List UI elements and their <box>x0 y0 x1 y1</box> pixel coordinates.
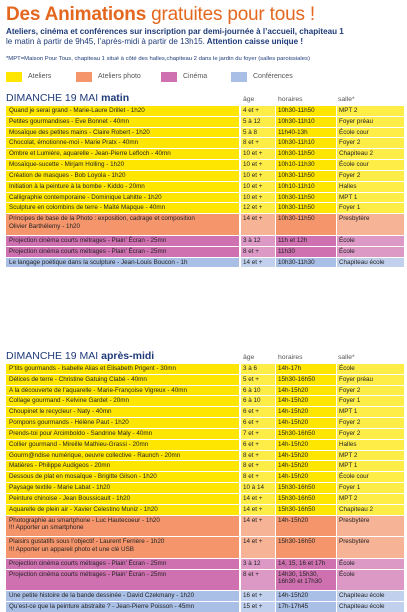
schedule-row <box>6 385 404 396</box>
time-cell: 11h30 <box>276 247 336 257</box>
activity-name: P’tits gourmands - Isabelle Alias et Elisabeth Prigent - 30mn <box>6 364 239 374</box>
schedule-row <box>6 471 404 482</box>
age-cell: 16 et + <box>241 591 275 601</box>
legend-swatch <box>76 72 92 82</box>
time-cell: 10h30-11h50 <box>276 214 336 235</box>
time-cell: 14h-15h20 <box>276 386 336 396</box>
column-header-horaires: horaires <box>278 96 303 103</box>
activity-name: Initiation à la peinture à la bombe - Kiddo - 20mn <box>6 182 239 192</box>
room-cell: Foyer préau <box>337 375 404 385</box>
schedule-row <box>6 569 404 591</box>
time-cell: 10h30-11h50 <box>276 106 336 116</box>
schedule-row <box>6 148 404 159</box>
room-cell: Foyer 2 <box>337 418 404 428</box>
room-cell: MPT 1 <box>337 193 404 203</box>
page-title: Des Animations gratuites pour tous ! <box>6 4 315 25</box>
activity-name: Dessous de plat en mosaïque - Brigitte Gilson - 1h20 <box>6 472 239 482</box>
time-cell: 14, 15, 16 et 17h <box>276 559 336 569</box>
column-header-horaires: horaires <box>278 354 303 361</box>
time-cell: 14h-17h <box>276 364 336 374</box>
schedule-row <box>6 127 404 138</box>
footnote-mpt: *MPT=Maison Pour Tous, chapiteau 1 situé à côté des halles,chapiteau 2 dans le jardin du foyer (salles paroissiales) <box>6 56 310 62</box>
activity-name: Choupinet le recycleur - Naty - 40mn <box>6 407 239 417</box>
age-cell: 15 et + <box>241 602 275 612</box>
schedule-row <box>6 504 404 515</box>
time-cell: 10h30-11h50 <box>276 193 336 203</box>
activity-name: Mosaïque-sucette - Mirjam Holling - 1h20 <box>6 160 239 170</box>
time-cell: 10h30-11h10 <box>276 138 336 148</box>
time-cell: 15h30-16h50 <box>276 537 336 558</box>
column-header-salle: salle* <box>338 96 355 103</box>
schedule-row <box>6 590 404 601</box>
room-cell: Chapiteau école <box>337 591 404 601</box>
room-cell: Chapiteau école <box>337 258 404 268</box>
room-cell: Foyer 1 <box>337 396 404 406</box>
room-cell: Foyer 2 <box>337 171 404 181</box>
time-cell: 14h-15h20 <box>276 396 336 406</box>
time-cell: 14h-15h20 <box>276 418 336 428</box>
age-cell: 8 et + <box>241 472 275 482</box>
room-cell: MPT 2 <box>337 451 404 461</box>
schedule-row <box>6 246 404 257</box>
schedule-row <box>6 493 404 504</box>
schedule-row <box>6 374 404 385</box>
room-cell: MPT 1 <box>337 461 404 471</box>
legend-label: Cinéma <box>183 73 208 80</box>
age-cell: 6 et + <box>241 407 275 417</box>
schedule-row <box>6 558 404 569</box>
age-cell: 14 et + <box>241 505 275 515</box>
room-cell: Foyer 2 <box>337 386 404 396</box>
age-cell: 6 à 10 <box>241 396 275 406</box>
age-cell: 10 à 14 <box>241 483 275 493</box>
age-cell: 10 et + <box>241 182 275 192</box>
subtitle-line-2: le matin à partir de 9h45, l’après-midi à partir de 13h15. Attention caisse unique ! <box>6 36 304 46</box>
time-cell: 14h-15h20 <box>276 461 336 471</box>
room-cell: École <box>337 364 404 374</box>
room-cell: Foyer 1 <box>337 483 404 493</box>
room-cell: Foyer 1 <box>337 203 404 213</box>
legend-label: Ateliers photo <box>98 73 141 80</box>
age-cell: 6 à 10 <box>241 386 275 396</box>
activity-name: Gourm@ndise numérique, oeuvre collective - Raunch - 20mn <box>6 451 239 461</box>
schedule-row <box>6 428 404 439</box>
schedule-row <box>6 202 404 213</box>
time-cell: 10h30-11h10 <box>276 117 336 127</box>
activity-name: Paysage textile - Marie Labat - 1h20 <box>6 483 239 493</box>
age-cell: 8 et + <box>241 247 275 257</box>
activity-name: Pompons gourmands - Hélène Paut - 1h20 <box>6 418 239 428</box>
activity-name: Peinture chinoise - Jean Boussicault - 1h20 <box>6 494 239 504</box>
room-cell: Presbytère <box>337 214 404 235</box>
room-cell: Chapiteau école <box>337 602 404 612</box>
room-cell: Presbytère <box>337 516 404 537</box>
room-cell: Foyer préau <box>337 117 404 127</box>
column-header-age: âge <box>243 354 255 361</box>
activity-name: Photographie au smartphone - Luc Hautecoeur - 1h20 !!! Apporter un smartphone <box>6 516 239 537</box>
time-cell: 15h30-16h50 <box>276 505 336 515</box>
activity-name: Mosaïque des petites mains - Claire Robert - 1h20 <box>6 128 239 138</box>
time-cell: 14h-15h20 <box>276 516 336 537</box>
age-cell: 5 et + <box>241 375 275 385</box>
schedule-row <box>6 181 404 192</box>
schedule-row <box>6 363 404 374</box>
legend-swatch <box>161 72 177 82</box>
time-cell: 11h et 12h <box>276 236 336 246</box>
legend-label: Conférences <box>253 73 293 80</box>
schedule-row <box>6 170 404 181</box>
morning-schedule <box>6 89 404 267</box>
page-subtitle <box>6 27 404 46</box>
age-cell: 10 et + <box>241 160 275 170</box>
schedule-row <box>6 137 404 148</box>
schedule-row <box>6 213 404 235</box>
activity-name: Délices de terre - Christine Gatuing Clabé - 40mn <box>6 375 239 385</box>
time-cell: 14h30, 15h30, 16h30 et 17h30 <box>276 570 336 591</box>
room-cell: École <box>337 559 404 569</box>
schedule-row <box>6 257 404 268</box>
activity-name: Petites gourmandises - Eve Bonnet - 40mn <box>6 117 239 127</box>
legend-swatch <box>231 72 247 82</box>
time-cell: 14h-15h20 <box>276 472 336 482</box>
schedule-row <box>6 536 404 558</box>
morning-header <box>6 89 404 105</box>
time-cell: 17h-17h45 <box>276 602 336 612</box>
activity-name: Projection cinéma courts métrages - Plain’ Écran - 25mn <box>6 559 239 569</box>
activity-name: Collier gourmand - Mireille Mathieu-Grassi - 20mn <box>6 440 239 450</box>
activity-name: Principes de base de la Photo : exposition, cadrage et composition Olivier Barthélemy - 1h20 <box>6 214 239 235</box>
afternoon-rows <box>6 363 404 612</box>
legend-swatch <box>6 72 22 82</box>
time-cell: 14h-15h20 <box>276 451 336 461</box>
activity-name: Une petite histoire de la bande dessinée - David Czekmany - 1h20 <box>6 591 239 601</box>
time-cell: 14h-15h20 <box>276 407 336 417</box>
room-cell: École cour <box>337 128 404 138</box>
activity-name: Projection cinéma courts métrages - Plain’ Écran - 25mn <box>6 247 239 257</box>
time-cell: 14h-15h20 <box>276 440 336 450</box>
age-cell: 3 à 6 <box>241 364 275 374</box>
schedule-row <box>6 192 404 203</box>
time-cell: 10h30-11h50 <box>276 203 336 213</box>
age-cell: 14 et + <box>241 537 275 558</box>
activity-name: Plaisirs gustatifs sous l’objectif - Laurent Ferrière - 1h20 !!! Apporter un appareil photo et une clé USB <box>6 537 239 558</box>
time-cell: 14h-15h20 <box>276 591 336 601</box>
room-cell: Presbytère <box>337 537 404 558</box>
time-cell: 15h30-16h50 <box>276 375 336 385</box>
age-cell: 14 et + <box>241 494 275 504</box>
schedule-row <box>6 105 404 116</box>
afternoon-header <box>6 347 404 363</box>
age-cell: 8 et + <box>241 451 275 461</box>
room-cell: Halles <box>337 440 404 450</box>
age-cell: 6 et + <box>241 440 275 450</box>
schedule-row <box>6 460 404 471</box>
schedule-row <box>6 417 404 428</box>
age-cell: 8 et + <box>241 570 275 591</box>
activity-name: Le langage poétique dans la sculpture - Jean-Louis Boucon - 1h <box>6 258 239 268</box>
age-cell: 8 et + <box>241 138 275 148</box>
activity-name: Quand je serai grand - Marie-Laure Drillet - 1h20 <box>6 106 239 116</box>
time-cell: 10h30-11h50 <box>276 149 336 159</box>
afternoon-title: DIMANCHE 19 MAI après-midi <box>6 350 155 362</box>
schedule-row <box>6 406 404 417</box>
activity-name: Matières - Philippe Audigeos - 20mn <box>6 461 239 471</box>
legend <box>6 72 404 82</box>
activity-name: A la découverte de l’aquarelle - Marie-Françoise Vigreux - 40mn <box>6 386 239 396</box>
age-cell: 3 à 12 <box>241 559 275 569</box>
time-cell: 10h30-11h30 <box>276 258 336 268</box>
time-cell: 15h30-16h50 <box>276 429 336 439</box>
age-cell: 5 à 12 <box>241 117 275 127</box>
room-cell: École <box>337 247 404 257</box>
activity-name: Création de masques - Bob Loyola - 1h20 <box>6 171 239 181</box>
age-cell: 14 et + <box>241 214 275 235</box>
time-cell: 10h10-11h30 <box>276 160 336 170</box>
schedule-row <box>6 439 404 450</box>
schedule-row <box>6 482 404 493</box>
schedule-row <box>6 450 404 461</box>
age-cell: 10 et + <box>241 171 275 181</box>
schedule-row <box>6 235 404 246</box>
age-cell: 10 et + <box>241 193 275 203</box>
afternoon-schedule <box>6 347 404 612</box>
time-cell: 15h30-16h50 <box>276 494 336 504</box>
room-cell: Foyer 2 <box>337 138 404 148</box>
room-cell: Chapiteau 2 <box>337 149 404 159</box>
room-cell: Chapiteau 2 <box>337 505 404 515</box>
schedule-row <box>6 601 404 612</box>
activity-name: Calligraphie contemporaine - Dominique Lahitte - 1h20 <box>6 193 239 203</box>
schedule-row <box>6 395 404 406</box>
age-cell: 4 et + <box>241 106 275 116</box>
room-cell: École cour <box>337 160 404 170</box>
activity-name: Collage gourmand - Kelvine Gardet - 20mn <box>6 396 239 406</box>
column-header-salle: salle* <box>338 354 355 361</box>
age-cell: 10 et + <box>241 149 275 159</box>
activity-name: Projection cinéma courts métrages - Plain’ Écran - 25mn <box>6 236 239 246</box>
room-cell: École cour <box>337 472 404 482</box>
time-cell: 10h10-11h10 <box>276 182 336 192</box>
age-cell: 14 et + <box>241 258 275 268</box>
activity-name: Aquarelle de plein air - Xavier Celestino Muniz - 1h20 <box>6 505 239 515</box>
age-cell: 7 et + <box>241 429 275 439</box>
time-cell: 15h30-16h50 <box>276 483 336 493</box>
room-cell: MPT 1 <box>337 407 404 417</box>
schedule-row <box>6 116 404 127</box>
age-cell: 6 et + <box>241 418 275 428</box>
room-cell: École <box>337 570 404 591</box>
room-cell: Foyer 2 <box>337 429 404 439</box>
column-header-age: âge <box>243 96 255 103</box>
room-cell: MPT 2 <box>337 106 404 116</box>
room-cell: École <box>337 236 404 246</box>
activity-name: Sculpture en colombins de terre - Maïté Mapque - 40mn <box>6 203 239 213</box>
activity-name: Projection cinéma courts métrages - Plain’ Écran - 25mn <box>6 570 239 591</box>
subtitle-line-1: Ateliers, cinéma et conférences sur inscription par demi-journée à l’accueil, chapiteau 1 <box>6 27 344 36</box>
activity-name: Ombre et Lumière, aquarelle - Jean-Pierre Lefloch - 40mn <box>6 149 239 159</box>
legend-label: Ateliers <box>28 73 52 80</box>
activity-name: Chocolat, émotionne-moi - Marie Pratx - 40mn <box>6 138 239 148</box>
activity-name: Prends-toi pour Arcimboldo - Sandrine Maly - 40mn <box>6 429 239 439</box>
room-cell: MPT 2 <box>337 494 404 504</box>
morning-title: DIMANCHE 19 MAI matin <box>6 92 130 104</box>
schedule-row <box>6 159 404 170</box>
activity-name: Qu’est-ce que la peinture abstraite ? - Jean-Pierre Poisson - 45mn <box>6 602 239 612</box>
room-cell: Halles <box>337 182 404 192</box>
age-cell: 12 et + <box>241 203 275 213</box>
schedule-row <box>6 515 404 537</box>
time-cell: 11h40-13h <box>276 128 336 138</box>
age-cell: 14 et + <box>241 516 275 537</box>
time-cell: 10h30-11h50 <box>276 171 336 181</box>
age-cell: 5 à 8 <box>241 128 275 138</box>
age-cell: 8 et + <box>241 461 275 471</box>
age-cell: 3 à 12 <box>241 236 275 246</box>
morning-rows <box>6 105 404 267</box>
